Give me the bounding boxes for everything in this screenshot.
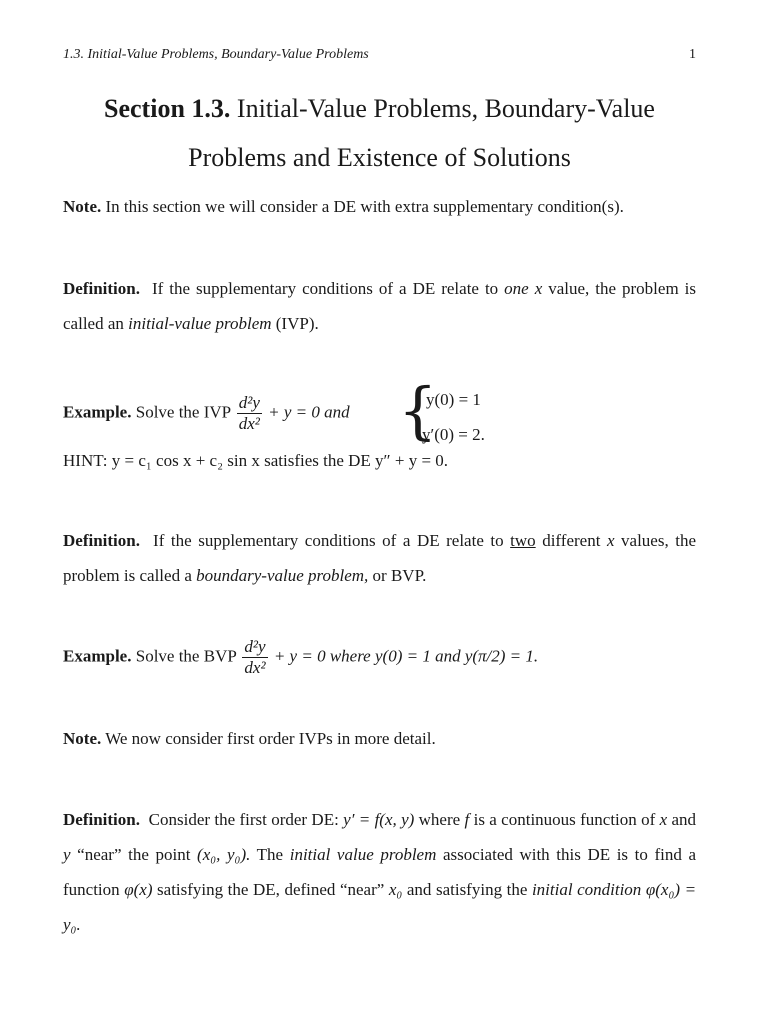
note-label: Note.	[63, 729, 102, 748]
definition-ivp	[63, 271, 696, 341]
definition-text: and satisfying the	[406, 880, 528, 899]
definition-text: Consider the first order DE:	[148, 810, 339, 829]
math-de: y′ = f(x, y)	[343, 810, 415, 829]
math-f: f	[464, 810, 470, 829]
definition-text: associated with this DE is to find a function	[63, 845, 697, 899]
definition-text: and	[671, 810, 697, 829]
term-initial-value-problem: initial value problem	[289, 845, 437, 864]
math-x0: x₀	[388, 880, 403, 899]
emphasis-two: two	[510, 531, 536, 550]
initial-condition-2: y′(0) = 2.	[422, 425, 485, 444]
definition-text: different	[542, 531, 601, 550]
derivative-fraction	[242, 637, 267, 678]
example-equation: + y = 0 where y(0) = 1 and y(π/2) = 1.	[273, 646, 539, 666]
example-text: Solve the IVP	[135, 402, 231, 422]
emphasis-one: one	[504, 279, 529, 298]
derivative-fraction	[237, 393, 262, 434]
example-label: Example.	[63, 646, 132, 666]
definition-label: Definition.	[63, 810, 140, 829]
definition-text: If the supplementary conditions of a DE relate to	[153, 531, 504, 550]
definition-text: is a continuous function of	[473, 810, 656, 829]
example-label: Example.	[63, 402, 132, 422]
note-label: Note.	[63, 197, 102, 216]
title-line1: Initial-Value Problems, Boundary-Value	[236, 94, 655, 123]
math-x: x	[606, 531, 615, 550]
definition-text: satisfying the DE, defined “near”	[157, 880, 385, 899]
section-title	[63, 84, 696, 182]
fraction-numerator: d²y	[244, 637, 266, 656]
fraction-numerator: d²y	[238, 393, 260, 412]
hint	[63, 443, 696, 478]
fraction-denominator: dx²	[238, 414, 260, 433]
definition-label: Definition.	[63, 531, 140, 550]
term-initial-condition: initial condition	[531, 880, 642, 899]
initial-condition-1: y(0) = 1	[426, 390, 481, 409]
definition-label: Definition.	[63, 279, 140, 298]
definition-text: value, the problem is called an	[63, 279, 696, 333]
math-x: x	[534, 279, 543, 298]
note-text: We now consider first order IVPs in more detail.	[105, 729, 436, 748]
definition-text: The	[256, 845, 284, 864]
math-x: x	[659, 810, 668, 829]
math-phi: φ(x)	[124, 880, 153, 899]
definition-bvp	[63, 523, 696, 593]
definition-text: values, the problem is called a	[63, 531, 697, 585]
definition-text: where	[418, 810, 461, 829]
running-head	[63, 47, 696, 63]
definition-text: If the supplementary conditions of a DE relate to	[151, 279, 499, 298]
note-text: In this section we will consider a DE with extra supplementary condition(s).	[105, 197, 624, 216]
term-initial-value-problem: initial-value problem	[128, 314, 272, 333]
term-boundary-value-problem: boundary-value problem,	[196, 566, 369, 585]
title-line2: Problems and Existence of Solutions	[188, 143, 571, 172]
example-bvp	[63, 637, 696, 678]
definition-initial-value	[63, 802, 696, 942]
note-supplementary	[63, 189, 696, 224]
math-point: (x₀, y₀).	[197, 845, 251, 864]
page-number: 1	[689, 47, 696, 62]
left-brace-icon: {	[398, 374, 438, 447]
hint-text: HINT: y = c₁ cos x + c₂ sin x satisfies the DE y″ + y = 0.	[63, 451, 449, 470]
running-title: 1.3. Initial-Value Problems, Boundary-Value Problems	[63, 47, 369, 62]
section-label: Section 1.3.	[104, 94, 231, 123]
example-text: Solve the BVP	[135, 646, 237, 666]
definition-text: (IVP).	[275, 314, 319, 333]
definition-text: “near” the point	[77, 845, 191, 864]
math-y: y	[63, 845, 71, 864]
example-equation: + y = 0 and	[268, 402, 350, 422]
fraction-denominator: dx²	[244, 658, 266, 677]
note-first-order	[63, 721, 696, 756]
definition-text: or BVP.	[372, 566, 427, 585]
math-initial-condition: φ(x₀) = y₀.	[63, 880, 697, 934]
